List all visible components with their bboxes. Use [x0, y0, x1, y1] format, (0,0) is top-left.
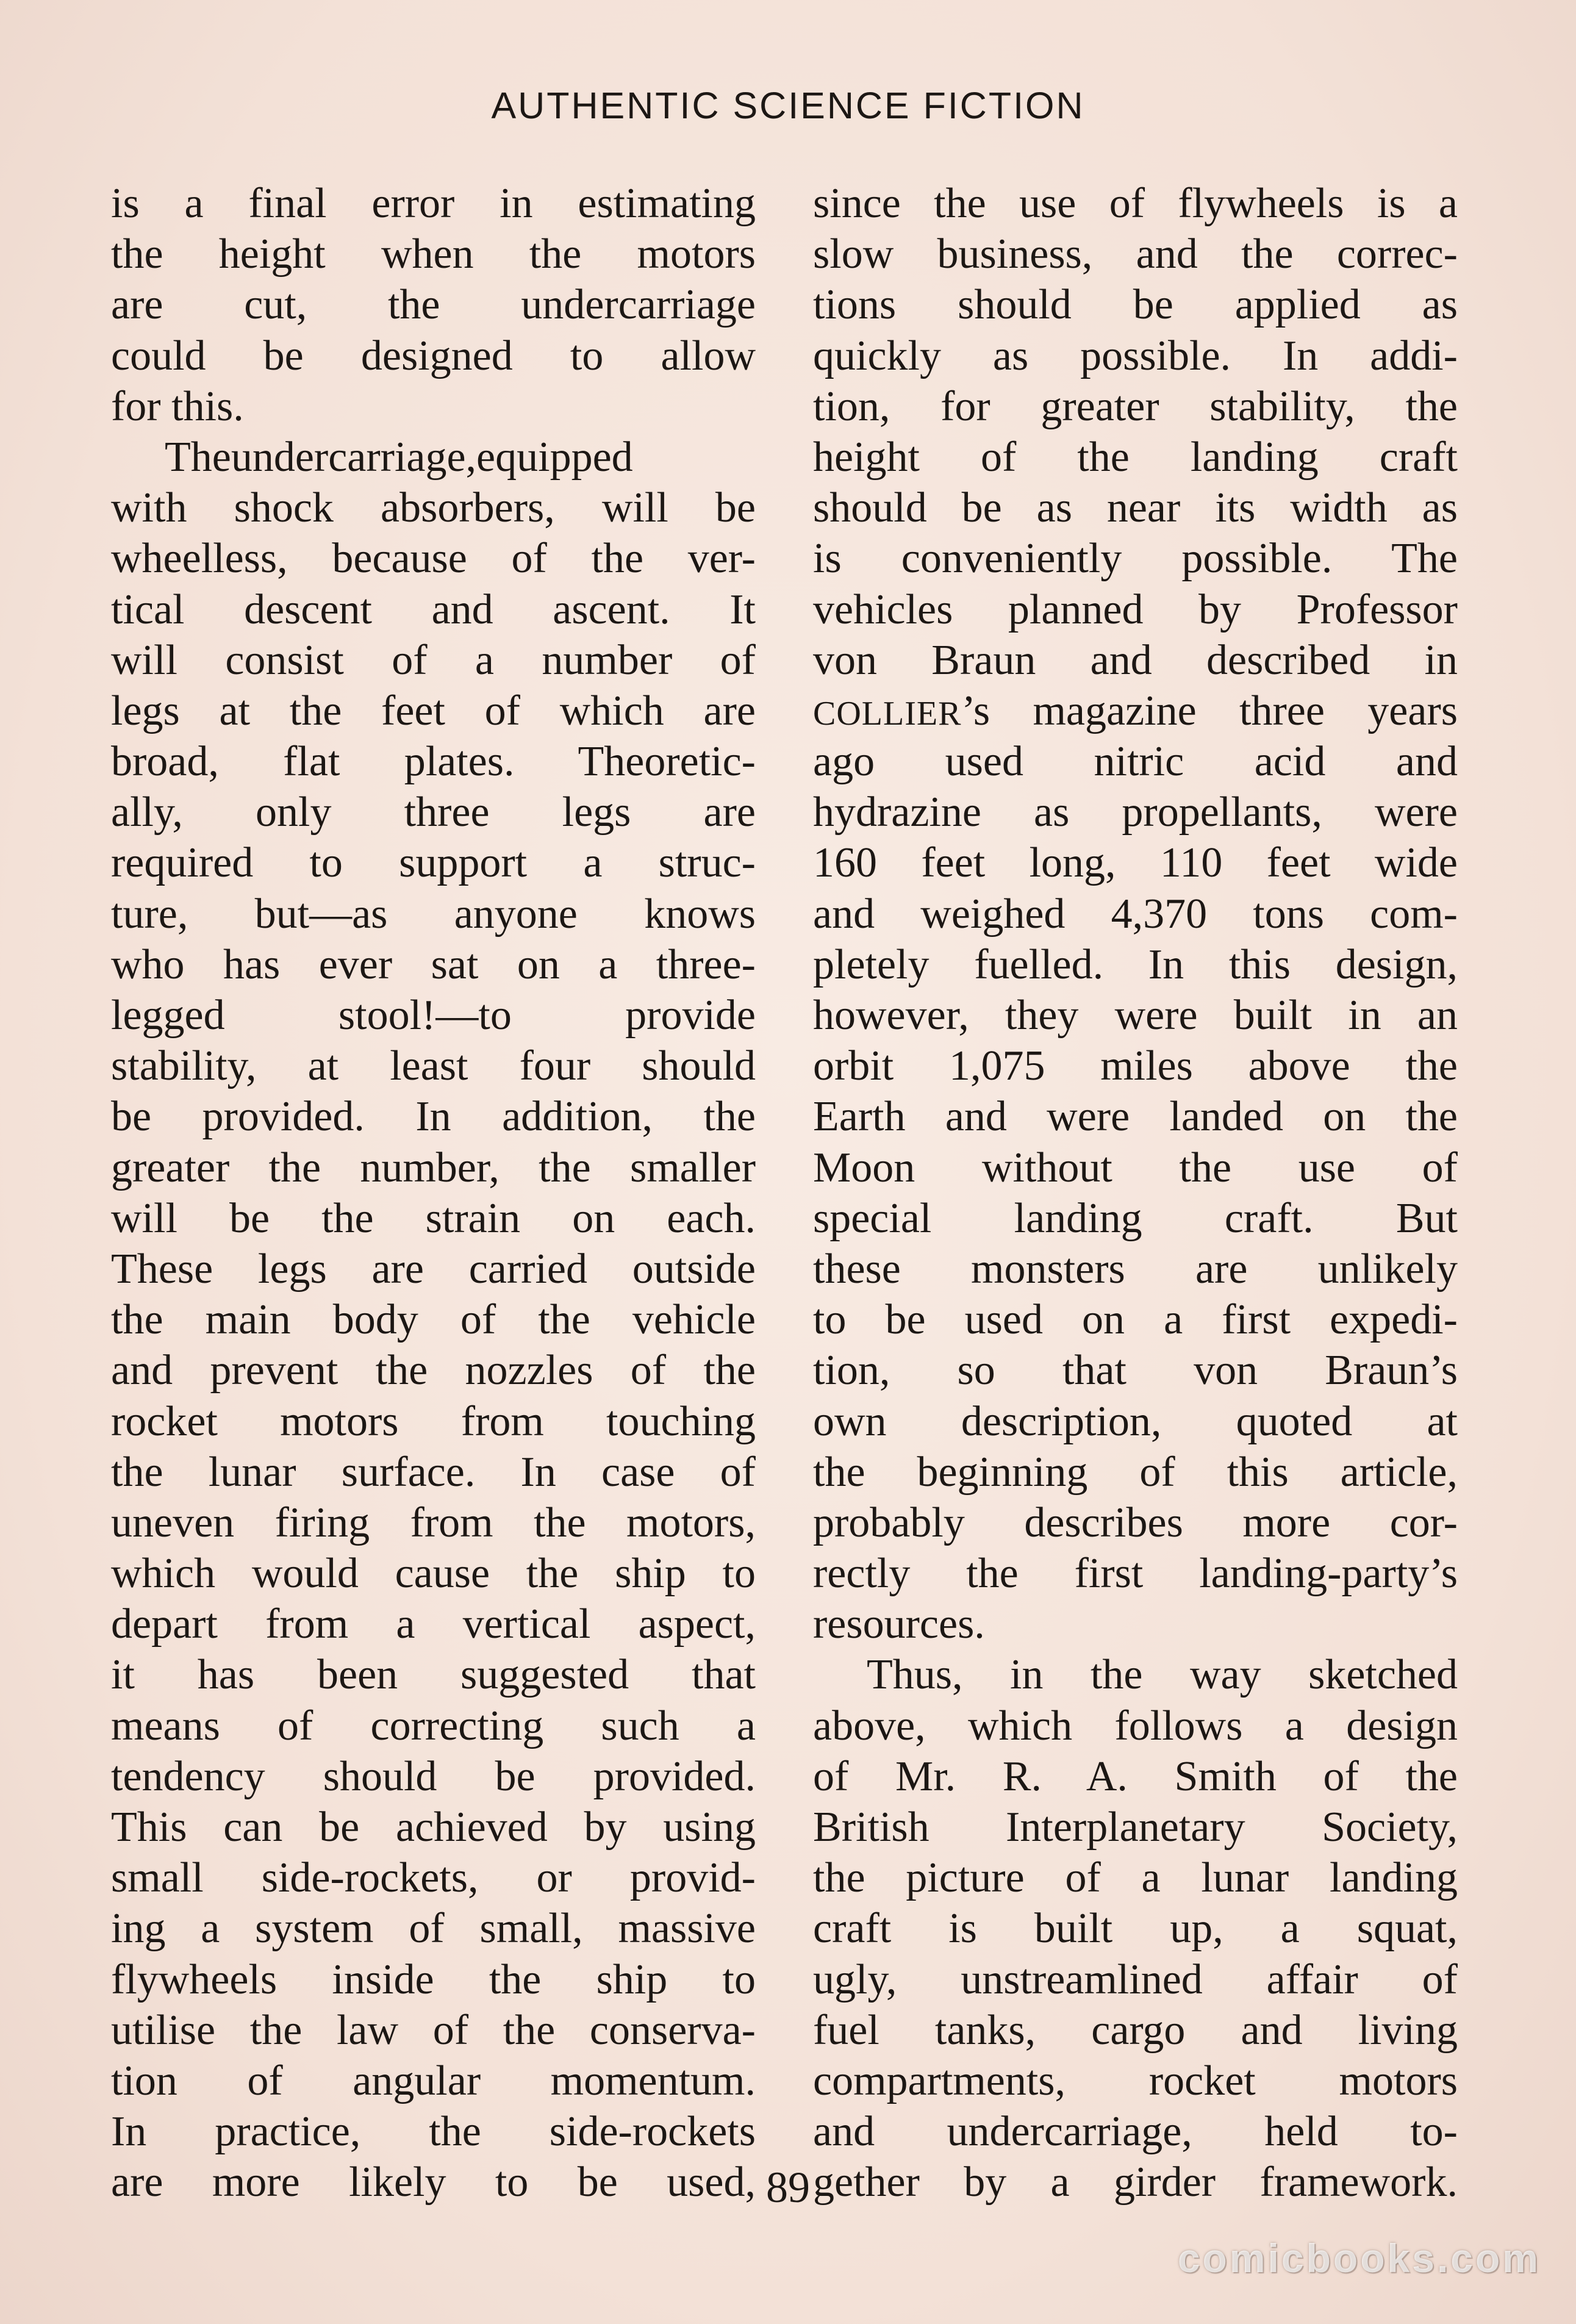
text-line: which would cause the ship to — [111, 1550, 756, 1598]
text-line: legged stool!—to provide — [111, 992, 756, 1039]
text-line: craft is built up, a squat, — [813, 1905, 1458, 1953]
page-number: 89 — [766, 2163, 810, 2212]
text-line: depart from a vertical aspect, — [111, 1601, 756, 1648]
magazine-name: COLLIER — [813, 694, 962, 733]
text-line: the height when the motors — [111, 231, 756, 278]
text-line: hydrazine as propellants, were — [813, 789, 1458, 836]
text-line: for this. — [111, 382, 244, 430]
text-line: are more likely to be used, — [111, 2159, 756, 2206]
text-line: and undercarriage, held to- — [813, 2108, 1458, 2156]
text-line: flywheels inside the ship to — [111, 1956, 756, 2003]
text-line: of Mr. R. A. Smith of the — [813, 1752, 1458, 1800]
text-line: since the use of flywheels is a — [813, 180, 1458, 227]
text-line: however, they were built in an — [813, 992, 1458, 1039]
text-line: legs at the feet of which are — [111, 687, 756, 734]
text-line: and weighed 4,370 tons com- — [813, 890, 1458, 938]
text-line: orbit 1,075 miles above the — [813, 1042, 1458, 1090]
right-column — [813, 178, 1458, 2208]
text-line: rocket motors from touching — [111, 1397, 756, 1445]
text-line: Thus, in the way sketched — [867, 1651, 1458, 1699]
text-line: the lunar surface. In case of — [111, 1448, 756, 1496]
text-line: 160 feet long, 110 feet wide — [813, 839, 1458, 887]
text-line: British Interplanetary Society, — [813, 1804, 1458, 1851]
text-line: is a final error in estimating — [111, 180, 756, 227]
text-line: special landing craft. But — [813, 1194, 1458, 1242]
text-line: and prevent the nozzles of the — [111, 1347, 756, 1394]
text-line: ally, only three legs are — [111, 789, 756, 836]
text-line: ing a system of small, massive — [111, 1905, 756, 1953]
text-line: the beginning of this article, — [813, 1448, 1458, 1496]
text-line: tical descent and ascent. It — [111, 586, 756, 633]
text-line: fuel tanks, cargo and living — [813, 2006, 1458, 2054]
text-line: wheelless, because of the ver- — [111, 535, 756, 583]
text-line: it has been suggested that — [111, 1651, 756, 1699]
text-line: tion, for greater stability, the — [813, 382, 1458, 430]
text-line: resources. — [813, 1601, 985, 1648]
text-line: These legs are carried outside — [111, 1245, 756, 1293]
text-line: own description, quoted at — [813, 1397, 1458, 1445]
text-line: This can be achieved by using — [111, 1804, 756, 1851]
left-column — [111, 178, 756, 2208]
text-line: In practice, the side-rockets — [111, 2108, 756, 2156]
text-line: pletely fuelled. In this design, — [813, 941, 1458, 988]
text-line: to be used on a first expedi- — [813, 1296, 1458, 1344]
text-line: gether by a girder framework. — [813, 2159, 1458, 2206]
text-line: required to support a struc- — [111, 839, 756, 887]
text-line: uneven firing from the motors, — [111, 1499, 756, 1546]
text-line: quickly as possible. In addi- — [813, 332, 1458, 379]
text-line: ture, but—as anyone knows — [111, 890, 756, 938]
text-line: the main body of the vehicle — [111, 1296, 756, 1344]
text-line: will be the strain on each. — [111, 1194, 756, 1242]
text-line: will consist of a number of — [111, 636, 756, 684]
text-line: von Braun and described in — [813, 636, 1458, 684]
text-line: compartments, rocket motors — [813, 2057, 1458, 2104]
text-line: greater the number, the smaller — [111, 1144, 756, 1191]
text-line: Theundercarriage,equipped — [165, 433, 633, 481]
text-line: these monsters are unlikely — [813, 1245, 1458, 1293]
text-line: stability, at least four should — [111, 1042, 756, 1090]
text-line: who has ever sat on a three- — [111, 941, 756, 988]
running-header: AUTHENTIC SCIENCE FICTION — [491, 85, 1085, 126]
text-line: utilise the law of the conserva- — [111, 2006, 756, 2054]
text-line: should be as near its width as — [813, 484, 1458, 532]
text-fragment: ’s magazine three years — [961, 687, 1458, 734]
text-line: could be designed to allow — [111, 332, 756, 379]
text-line: be provided. In addition, the — [111, 1093, 756, 1141]
watermark-logo: comicbooks.com — [1177, 2236, 1541, 2281]
text-line: broad, flat plates. Theoretic- — [111, 738, 756, 786]
text-line: small side-rockets, or provid- — [111, 1854, 756, 1902]
text-line: Earth and were landed on the — [813, 1093, 1458, 1141]
text-line: Moon without the use of — [813, 1144, 1458, 1191]
text-line: vehicles planned by Professor — [813, 586, 1458, 633]
text-line: above, which follows a design — [813, 1702, 1458, 1749]
text-line: rectly the first landing-party’s — [813, 1550, 1458, 1598]
text-line: are cut, the undercarriage — [111, 281, 756, 329]
text-line: tion of angular momentum. — [111, 2057, 756, 2104]
text-line: height of the landing craft — [813, 433, 1458, 481]
text-line: with shock absorbers, will be — [111, 484, 756, 532]
text-line: ago used nitric acid and — [813, 738, 1458, 786]
text-line: probably describes more cor- — [813, 1499, 1458, 1546]
text-line: means of correcting such a — [111, 1702, 756, 1749]
text-line: tions should be applied as — [813, 281, 1458, 329]
text-line-magazine — [813, 686, 1458, 736]
text-line: the picture of a lunar landing — [813, 1854, 1458, 1902]
text-line: tion, so that von Braun’s — [813, 1347, 1458, 1394]
text-line: tendency should be provided. — [111, 1752, 756, 1800]
text-line: slow business, and the correc- — [813, 231, 1458, 278]
text-line: ugly, unstreamlined affair of — [813, 1956, 1458, 2003]
text-line: is conveniently possible. The — [813, 535, 1458, 583]
